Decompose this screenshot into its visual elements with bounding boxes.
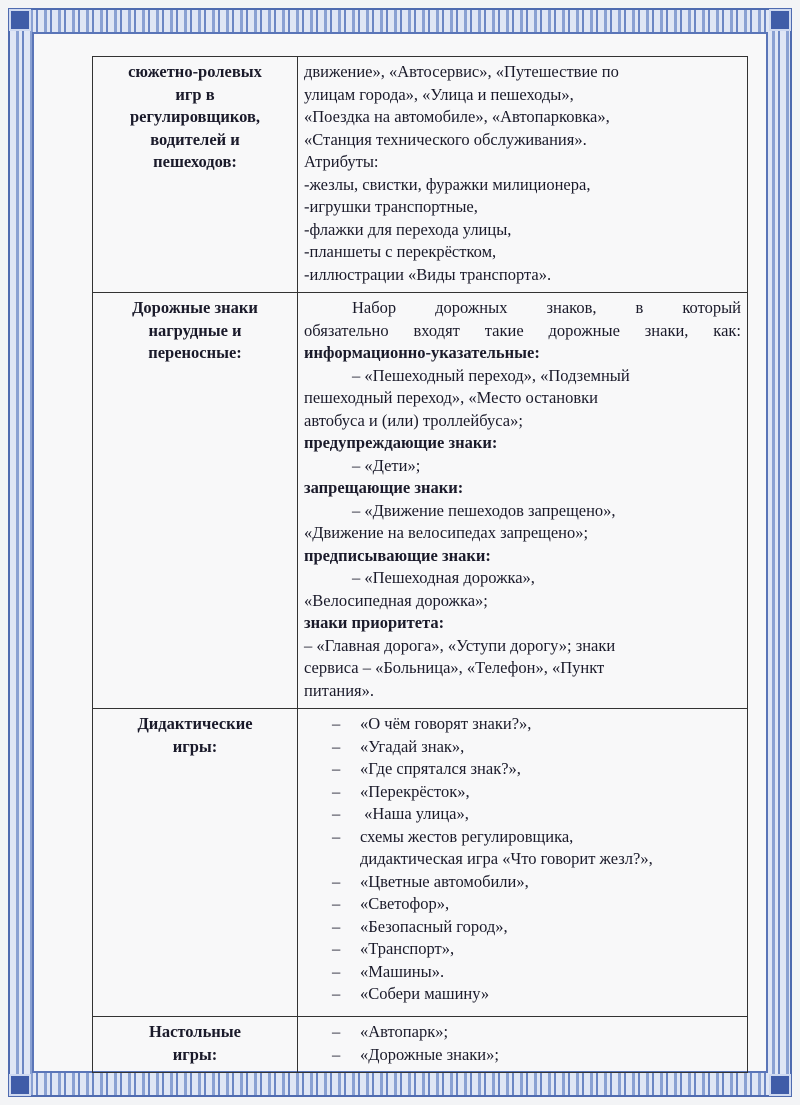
- label-line: регулировщиков,: [129, 107, 261, 126]
- text-line: питания».: [304, 680, 375, 700]
- label-line: игры:: [172, 1044, 218, 1064]
- text-line: – «Движение пешеходов запрещено»,: [352, 500, 616, 520]
- label-line: пешеходов:: [153, 152, 237, 171]
- row-label-board-games: [93, 1017, 298, 1073]
- list-item: – «Машины».: [332, 961, 445, 981]
- list-item: – «Наша улица»,: [332, 804, 469, 823]
- label-line: Дорожные знаки: [132, 298, 258, 317]
- text-line: «Велосипедная дорожка»;: [304, 590, 488, 610]
- row-label-road-signs: [93, 293, 298, 709]
- equipment-table: [92, 56, 748, 1073]
- sign-category-heading: предупреждающие знаки:: [304, 433, 498, 452]
- corner-ornament-bottom-right: [769, 1074, 791, 1096]
- text-line: обязательно входят такие дорожные знаки, как:: [304, 320, 741, 340]
- corner-ornament-top-left: [9, 9, 31, 31]
- list-item: – «Транспорт»,: [332, 939, 455, 958]
- text-line: «Станция технического обслуживания».: [304, 129, 587, 149]
- label-line: Дидактические: [137, 714, 253, 733]
- text-line: -флажки для перехода улицы,: [304, 219, 512, 239]
- text-line: – «Пешеходный переход», «Подземный: [352, 365, 630, 385]
- sign-category-heading: предписывающие знаки:: [304, 545, 491, 565]
- text-line: «Движение на велосипедах запрещено»;: [304, 523, 589, 542]
- text-line: – «Главная дорога», «Уступи дорогу»; знаки: [304, 635, 616, 655]
- sign-category-heading: информационно-указательные:: [304, 343, 540, 362]
- label-line: Настольные: [148, 1022, 242, 1041]
- label-line: нагрудные и: [148, 320, 242, 340]
- text-line: Набор дорожных знаков, в который: [352, 298, 741, 317]
- row-content-road-signs: [298, 293, 748, 709]
- label-line: игр в: [175, 84, 215, 104]
- board-games-list: [304, 1021, 741, 1066]
- list-item: – «Перекрёсток»,: [332, 781, 470, 801]
- list-item: – «Дорожные знаки»;: [332, 1044, 499, 1064]
- text-line: «Поездка на автомобиле», «Автопарковка»,: [304, 107, 610, 126]
- text-line: Атрибуты:: [304, 152, 379, 171]
- row-content-board-games: [298, 1017, 748, 1073]
- label-line: водителей и: [150, 129, 240, 149]
- didactic-games-list: [304, 713, 741, 1006]
- row-content-role-games: [298, 57, 748, 293]
- table-row: [93, 293, 748, 709]
- list-item: – «Светофор»,: [332, 894, 450, 913]
- sign-category-heading: знаки приоритета:: [304, 613, 445, 632]
- list-item: – «О чём говорят знаки?»,: [332, 714, 532, 733]
- text-line: пешеходный переход», «Место остановки: [304, 388, 598, 407]
- text-line: движение», «Автосервис», «Путешествие по: [304, 62, 619, 81]
- label-line: сюжетно-ролевых: [128, 62, 262, 81]
- list-item: – «Безопасный город»,: [332, 916, 508, 936]
- sign-category-heading: запрещающие знаки:: [304, 478, 464, 497]
- text-line: -жезлы, свистки, фуражки милиционера,: [304, 174, 591, 194]
- text-line: -иллюстрации «Виды транспорта».: [304, 264, 552, 284]
- row-label-didactic-games: [93, 709, 298, 1017]
- label-line: переносные:: [148, 343, 242, 362]
- table-row: [93, 57, 748, 293]
- list-item: – «Собери машину»: [332, 984, 490, 1003]
- text-line: – «Дети»;: [352, 455, 421, 475]
- list-item: – «Где спрятался знак?»,: [332, 759, 521, 778]
- list-item: – схемы жестов регулировщика, дидактическая игра «Что говорит жезл?»,: [332, 826, 653, 868]
- text-line: сервиса – «Больница», «Телефон», «Пункт: [304, 658, 605, 677]
- text-line: -планшеты с перекрёстком,: [304, 242, 497, 261]
- list-item: – «Угадай знак»,: [332, 736, 465, 756]
- table-row: [93, 1017, 748, 1073]
- text-line: автобуса и (или) троллейбуса»;: [304, 410, 523, 430]
- row-label-role-games: [93, 57, 298, 293]
- corner-ornament-bottom-left: [9, 1074, 31, 1096]
- list-item: – «Цветные автомобили»,: [332, 871, 529, 891]
- corner-ornament-top-right: [769, 9, 791, 31]
- label-line: игры:: [172, 736, 218, 756]
- table-row: [93, 709, 748, 1017]
- text-line: – «Пешеходная дорожка»,: [352, 568, 535, 587]
- text-line: -игрушки транспортные,: [304, 197, 478, 216]
- text-line: улицам города», «Улица и пешеходы»,: [304, 84, 574, 104]
- row-content-didactic-games: [298, 709, 748, 1017]
- list-item: – «Автопарк»;: [332, 1022, 449, 1041]
